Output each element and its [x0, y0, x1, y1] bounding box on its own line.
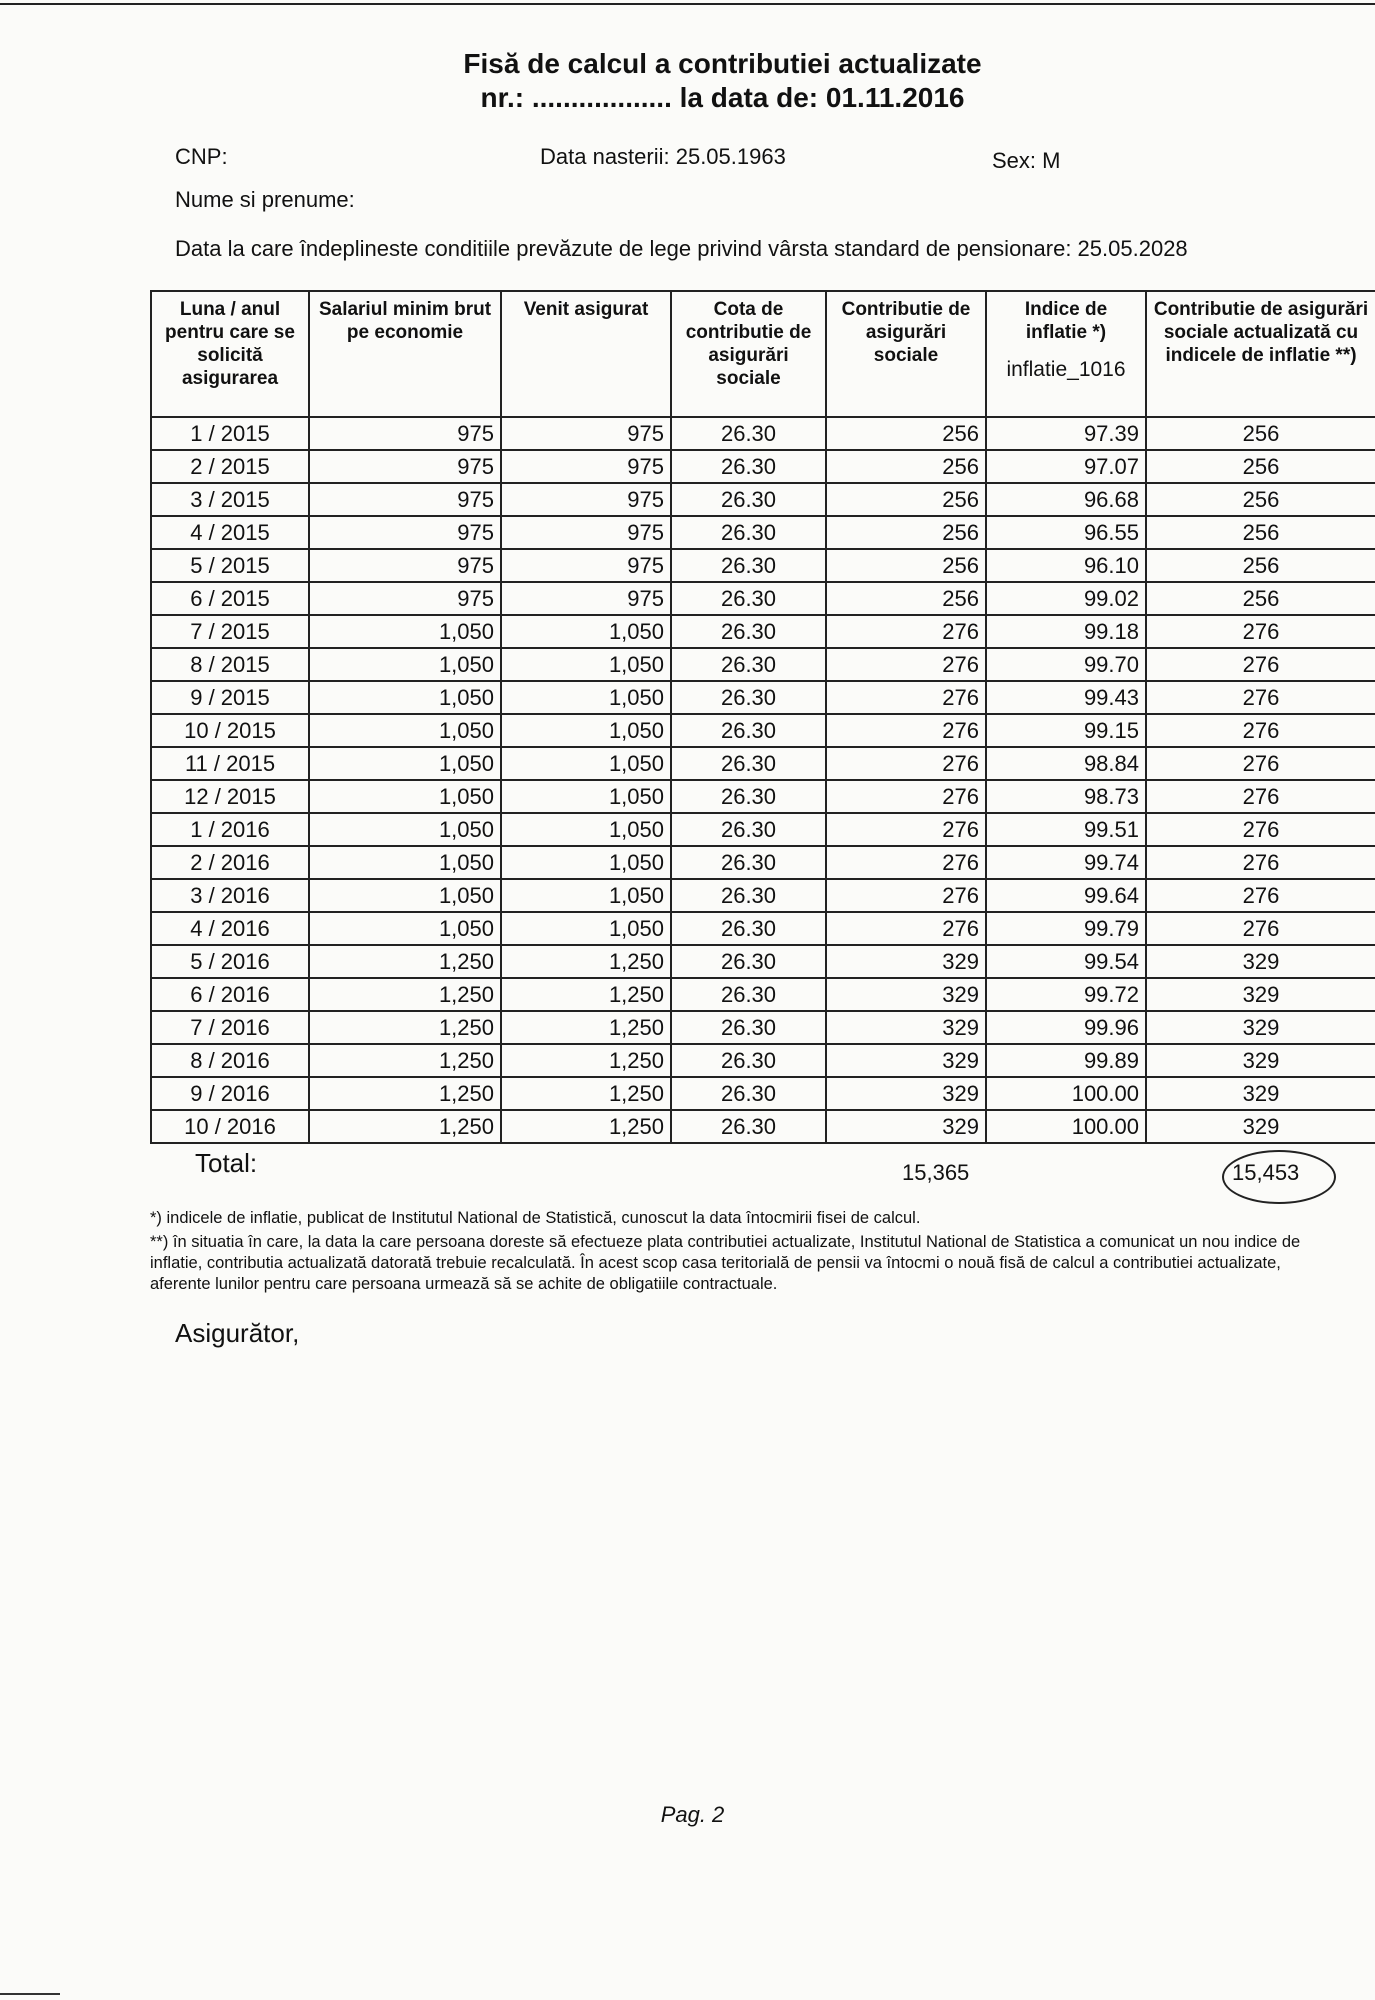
- cell-insured-income: 975: [501, 549, 671, 582]
- document-title: Fisă de calcul a contributiei actualizate: [463, 48, 982, 79]
- cell-contribution: 329: [826, 1077, 986, 1110]
- cell-updated-contribution: 329: [1146, 1077, 1375, 1110]
- cell-month: 10 / 2015: [151, 714, 309, 747]
- cell-month: 2 / 2016: [151, 846, 309, 879]
- cell-contribution: 276: [826, 747, 986, 780]
- cell-insured-income: 1,050: [501, 846, 671, 879]
- cell-updated-contribution: 256: [1146, 582, 1375, 615]
- cell-contribution: 276: [826, 846, 986, 879]
- table-row: [151, 714, 1375, 747]
- cell-min-salary: 1,050: [309, 747, 501, 780]
- cell-insured-income: 1,050: [501, 813, 671, 846]
- sex-field: Sex: M: [992, 148, 1061, 173]
- total-contribution: 15,365: [902, 1160, 970, 1185]
- cell-inflation-index: 97.07: [986, 450, 1146, 483]
- cell-updated-contribution: 276: [1146, 747, 1375, 780]
- col-header-inflation: [986, 291, 1146, 417]
- cell-updated-contribution: 276: [1146, 879, 1375, 912]
- cell-min-salary: 975: [309, 450, 501, 483]
- cell-month: 7 / 2015: [151, 615, 309, 648]
- cell-inflation-index: 99.51: [986, 813, 1146, 846]
- cell-updated-contribution: 276: [1146, 780, 1375, 813]
- cell-rate: 26.30: [671, 1077, 826, 1110]
- cell-updated-contribution: 256: [1146, 549, 1375, 582]
- cell-insured-income: 975: [501, 450, 671, 483]
- cell-inflation-index: 99.70: [986, 648, 1146, 681]
- cell-insured-income: 1,050: [501, 780, 671, 813]
- cell-min-salary: 1,250: [309, 978, 501, 1011]
- cell-min-salary: 1,250: [309, 1110, 501, 1143]
- cell-min-salary: 975: [309, 582, 501, 615]
- cell-rate: 26.30: [671, 1044, 826, 1077]
- cell-updated-contribution: 276: [1146, 615, 1375, 648]
- footnote-recalculation: **) în situatia în care, la data la care persoana doreste să efectueze plata contributiei actualizate, Institutul National de Statistica a comunicat un nou indice de inflatie, contributia actualizată datorată trebuie recalculată. În acest scop casa teritorială de pensii va întocmi o nouă fisă de calcul a contributiei actualizate, aferente lunilor pentru care persoana urmează să se achite de obligatiile contractuale.: [150, 1233, 1301, 1293]
- cell-rate: 26.30: [671, 549, 826, 582]
- cell-updated-contribution: 276: [1146, 714, 1375, 747]
- contribution-table: [150, 290, 1375, 1144]
- cnp-field: CNP:: [175, 144, 228, 169]
- cell-contribution: 256: [826, 516, 986, 549]
- cell-min-salary: 1,050: [309, 714, 501, 747]
- cell-min-salary: 975: [309, 417, 501, 450]
- cell-inflation-index: 96.55: [986, 516, 1146, 549]
- cell-insured-income: 1,250: [501, 945, 671, 978]
- cell-updated-contribution: 329: [1146, 1011, 1375, 1044]
- cell-updated-contribution: 256: [1146, 450, 1375, 483]
- cell-rate: 26.30: [671, 483, 826, 516]
- table-row: [151, 912, 1375, 945]
- name-field: Nume si prenume:: [175, 187, 355, 212]
- cell-inflation-index: 99.43: [986, 681, 1146, 714]
- cell-rate: 26.30: [671, 780, 826, 813]
- cell-contribution: 276: [826, 813, 986, 846]
- table-row: [151, 1011, 1375, 1044]
- cell-insured-income: 1,050: [501, 615, 671, 648]
- cell-rate: 26.30: [671, 582, 826, 615]
- cell-contribution: 329: [826, 1011, 986, 1044]
- table-row: [151, 978, 1375, 1011]
- cell-insured-income: 1,250: [501, 1011, 671, 1044]
- cell-insured-income: 1,050: [501, 714, 671, 747]
- cell-updated-contribution: 276: [1146, 846, 1375, 879]
- cell-insured-income: 1,250: [501, 1077, 671, 1110]
- table-row: [151, 483, 1375, 516]
- table-row: [151, 516, 1375, 549]
- col-header-month: Luna / anul pentru care se solicită asigurarea: [151, 291, 309, 417]
- cell-rate: 26.30: [671, 1110, 826, 1143]
- cell-month: 3 / 2015: [151, 483, 309, 516]
- table-row: [151, 846, 1375, 879]
- cell-month: 9 / 2016: [151, 1077, 309, 1110]
- table-row: [151, 582, 1375, 615]
- cell-month: 3 / 2016: [151, 879, 309, 912]
- cell-contribution: 329: [826, 1110, 986, 1143]
- cell-month: 8 / 2016: [151, 1044, 309, 1077]
- cell-contribution: 256: [826, 417, 986, 450]
- cell-insured-income: 975: [501, 483, 671, 516]
- cell-min-salary: 975: [309, 483, 501, 516]
- cell-rate: 26.30: [671, 813, 826, 846]
- cell-min-salary: 1,050: [309, 813, 501, 846]
- footnote-inflation-index: *) indicele de inflatie, publicat de Institutul National de Statistică, cunoscut la data întocmirii fisei de calcul.: [150, 1209, 921, 1227]
- cell-insured-income: 1,050: [501, 747, 671, 780]
- insurer-label: Asigurător,: [175, 1318, 300, 1348]
- cell-inflation-index: 98.73: [986, 780, 1146, 813]
- cell-inflation-index: 99.15: [986, 714, 1146, 747]
- cell-insured-income: 975: [501, 516, 671, 549]
- cell-rate: 26.30: [671, 714, 826, 747]
- cell-contribution: 276: [826, 648, 986, 681]
- cell-insured-income: 1,250: [501, 978, 671, 1011]
- cell-inflation-index: 99.02: [986, 582, 1146, 615]
- cell-inflation-index: 98.84: [986, 747, 1146, 780]
- cell-inflation-index: 99.72: [986, 978, 1146, 1011]
- cell-inflation-index: 96.68: [986, 483, 1146, 516]
- cell-rate: 26.30: [671, 417, 826, 450]
- col-header-contribution: Contributie de asigurări sociale: [826, 291, 986, 417]
- cell-rate: 26.30: [671, 615, 826, 648]
- cell-inflation-index: 100.00: [986, 1077, 1146, 1110]
- cell-min-salary: 1,050: [309, 780, 501, 813]
- cell-rate: 26.30: [671, 945, 826, 978]
- cell-rate: 26.30: [671, 912, 826, 945]
- cell-month: 1 / 2016: [151, 813, 309, 846]
- cell-inflation-index: 99.89: [986, 1044, 1146, 1077]
- cell-rate: 26.30: [671, 516, 826, 549]
- cell-min-salary: 1,050: [309, 879, 501, 912]
- cell-insured-income: 1,050: [501, 879, 671, 912]
- cell-rate: 26.30: [671, 846, 826, 879]
- cell-inflation-index: 99.18: [986, 615, 1146, 648]
- cell-updated-contribution: 329: [1146, 945, 1375, 978]
- cell-contribution: 256: [826, 549, 986, 582]
- col-header-updated-contribution: Contributie de asigurări sociale actualizată cu indicele de inflatie **): [1146, 291, 1375, 417]
- cell-insured-income: 1,050: [501, 681, 671, 714]
- cell-month: 5 / 2015: [151, 549, 309, 582]
- cell-month: 11 / 2015: [151, 747, 309, 780]
- cell-updated-contribution: 276: [1146, 912, 1375, 945]
- cell-insured-income: 1,050: [501, 912, 671, 945]
- cell-contribution: 329: [826, 978, 986, 1011]
- cell-contribution: 256: [826, 483, 986, 516]
- cell-contribution: 276: [826, 615, 986, 648]
- cell-month: 4 / 2015: [151, 516, 309, 549]
- cell-min-salary: 1,050: [309, 846, 501, 879]
- table-row: [151, 747, 1375, 780]
- cell-min-salary: 1,050: [309, 648, 501, 681]
- table-header-row: [151, 291, 1375, 417]
- cell-month: 4 / 2016: [151, 912, 309, 945]
- cell-rate: 26.30: [671, 1011, 826, 1044]
- cell-contribution: 256: [826, 582, 986, 615]
- cell-month: 5 / 2016: [151, 945, 309, 978]
- total-updated-contribution: 15,453: [1232, 1160, 1300, 1185]
- cell-contribution: 329: [826, 1044, 986, 1077]
- cell-updated-contribution: 256: [1146, 417, 1375, 450]
- col-header-min-salary: Salariul minim brut pe economie: [309, 291, 501, 417]
- table-row: [151, 417, 1375, 450]
- cell-min-salary: 1,250: [309, 1011, 501, 1044]
- cell-updated-contribution: 256: [1146, 516, 1375, 549]
- top-rule: [0, 3, 1375, 5]
- col-header-insured-income: Venit asigurat: [501, 291, 671, 417]
- cell-month: 10 / 2016: [151, 1110, 309, 1143]
- cell-rate: 26.30: [671, 879, 826, 912]
- cell-insured-income: 1,250: [501, 1044, 671, 1077]
- cell-insured-income: 975: [501, 582, 671, 615]
- cell-updated-contribution: 329: [1146, 1044, 1375, 1077]
- cell-rate: 26.30: [671, 978, 826, 1011]
- cell-contribution: 276: [826, 912, 986, 945]
- cell-month: 2 / 2015: [151, 450, 309, 483]
- cell-insured-income: 1,250: [501, 1110, 671, 1143]
- cell-inflation-index: 99.96: [986, 1011, 1146, 1044]
- cell-rate: 26.30: [671, 681, 826, 714]
- cell-min-salary: 1,250: [309, 945, 501, 978]
- cell-min-salary: 1,250: [309, 1077, 501, 1110]
- table-row: [151, 1110, 1375, 1143]
- cell-inflation-index: 99.54: [986, 945, 1146, 978]
- cell-contribution: 276: [826, 681, 986, 714]
- inflation-subheader: inflatie_1016: [1006, 358, 1126, 381]
- table-row: [151, 1077, 1375, 1110]
- cell-inflation-index: 99.74: [986, 846, 1146, 879]
- cell-month: 6 / 2016: [151, 978, 309, 1011]
- table-row: [151, 879, 1375, 912]
- page-number: Pag. 2: [660, 1802, 725, 1827]
- table-row: [151, 450, 1375, 483]
- cell-insured-income: 975: [501, 417, 671, 450]
- cell-updated-contribution: 329: [1146, 978, 1375, 1011]
- cell-inflation-index: 100.00: [986, 1110, 1146, 1143]
- table-body: [151, 417, 1375, 1143]
- cell-rate: 26.30: [671, 648, 826, 681]
- cell-contribution: 256: [826, 450, 986, 483]
- inflation-header-label: Indice de inflatie *): [1024, 299, 1108, 343]
- cell-min-salary: 975: [309, 549, 501, 582]
- cell-contribution: 276: [826, 879, 986, 912]
- col-header-rate: Cota de contributie de asigurări sociale: [671, 291, 826, 417]
- cell-contribution: 329: [826, 945, 986, 978]
- cell-rate: 26.30: [671, 747, 826, 780]
- cell-month: 6 / 2015: [151, 582, 309, 615]
- cell-contribution: 276: [826, 780, 986, 813]
- cell-rate: 26.30: [671, 450, 826, 483]
- cell-inflation-index: 97.39: [986, 417, 1146, 450]
- table-row: [151, 549, 1375, 582]
- footnotes: [150, 1208, 1340, 1298]
- cell-month: 9 / 2015: [151, 681, 309, 714]
- table-row: [151, 1044, 1375, 1077]
- cell-updated-contribution: 276: [1146, 681, 1375, 714]
- cell-month: 8 / 2015: [151, 648, 309, 681]
- document-number-date: nr.: .................. la data de: 01.11.2016: [480, 82, 965, 113]
- total-label: Total:: [195, 1148, 258, 1178]
- cell-inflation-index: 96.10: [986, 549, 1146, 582]
- cell-month: 1 / 2015: [151, 417, 309, 450]
- cell-updated-contribution: 329: [1146, 1110, 1375, 1143]
- cell-min-salary: 1,250: [309, 1044, 501, 1077]
- cell-updated-contribution: 256: [1146, 483, 1375, 516]
- cell-contribution: 276: [826, 714, 986, 747]
- cell-min-salary: 1,050: [309, 912, 501, 945]
- cell-min-salary: 1,050: [309, 615, 501, 648]
- table-row: [151, 615, 1375, 648]
- cell-insured-income: 1,050: [501, 648, 671, 681]
- cell-min-salary: 1,050: [309, 681, 501, 714]
- retirement-condition: Data la care îndeplineste conditiile prevăzute de lege privind vârsta standard de pensionare: 25.05.2028: [175, 236, 1188, 261]
- table-row: [151, 648, 1375, 681]
- table-row: [151, 813, 1375, 846]
- birth-date-field: Data nasterii: 25.05.1963: [540, 144, 786, 169]
- table-row: [151, 780, 1375, 813]
- cell-updated-contribution: 276: [1146, 813, 1375, 846]
- cell-month: 12 / 2015: [151, 780, 309, 813]
- cell-updated-contribution: 276: [1146, 648, 1375, 681]
- cell-inflation-index: 99.64: [986, 879, 1146, 912]
- cell-month: 7 / 2016: [151, 1011, 309, 1044]
- table-row: [151, 945, 1375, 978]
- bottom-rule: [0, 1993, 60, 1995]
- table-row: [151, 681, 1375, 714]
- cell-min-salary: 975: [309, 516, 501, 549]
- cell-inflation-index: 99.79: [986, 912, 1146, 945]
